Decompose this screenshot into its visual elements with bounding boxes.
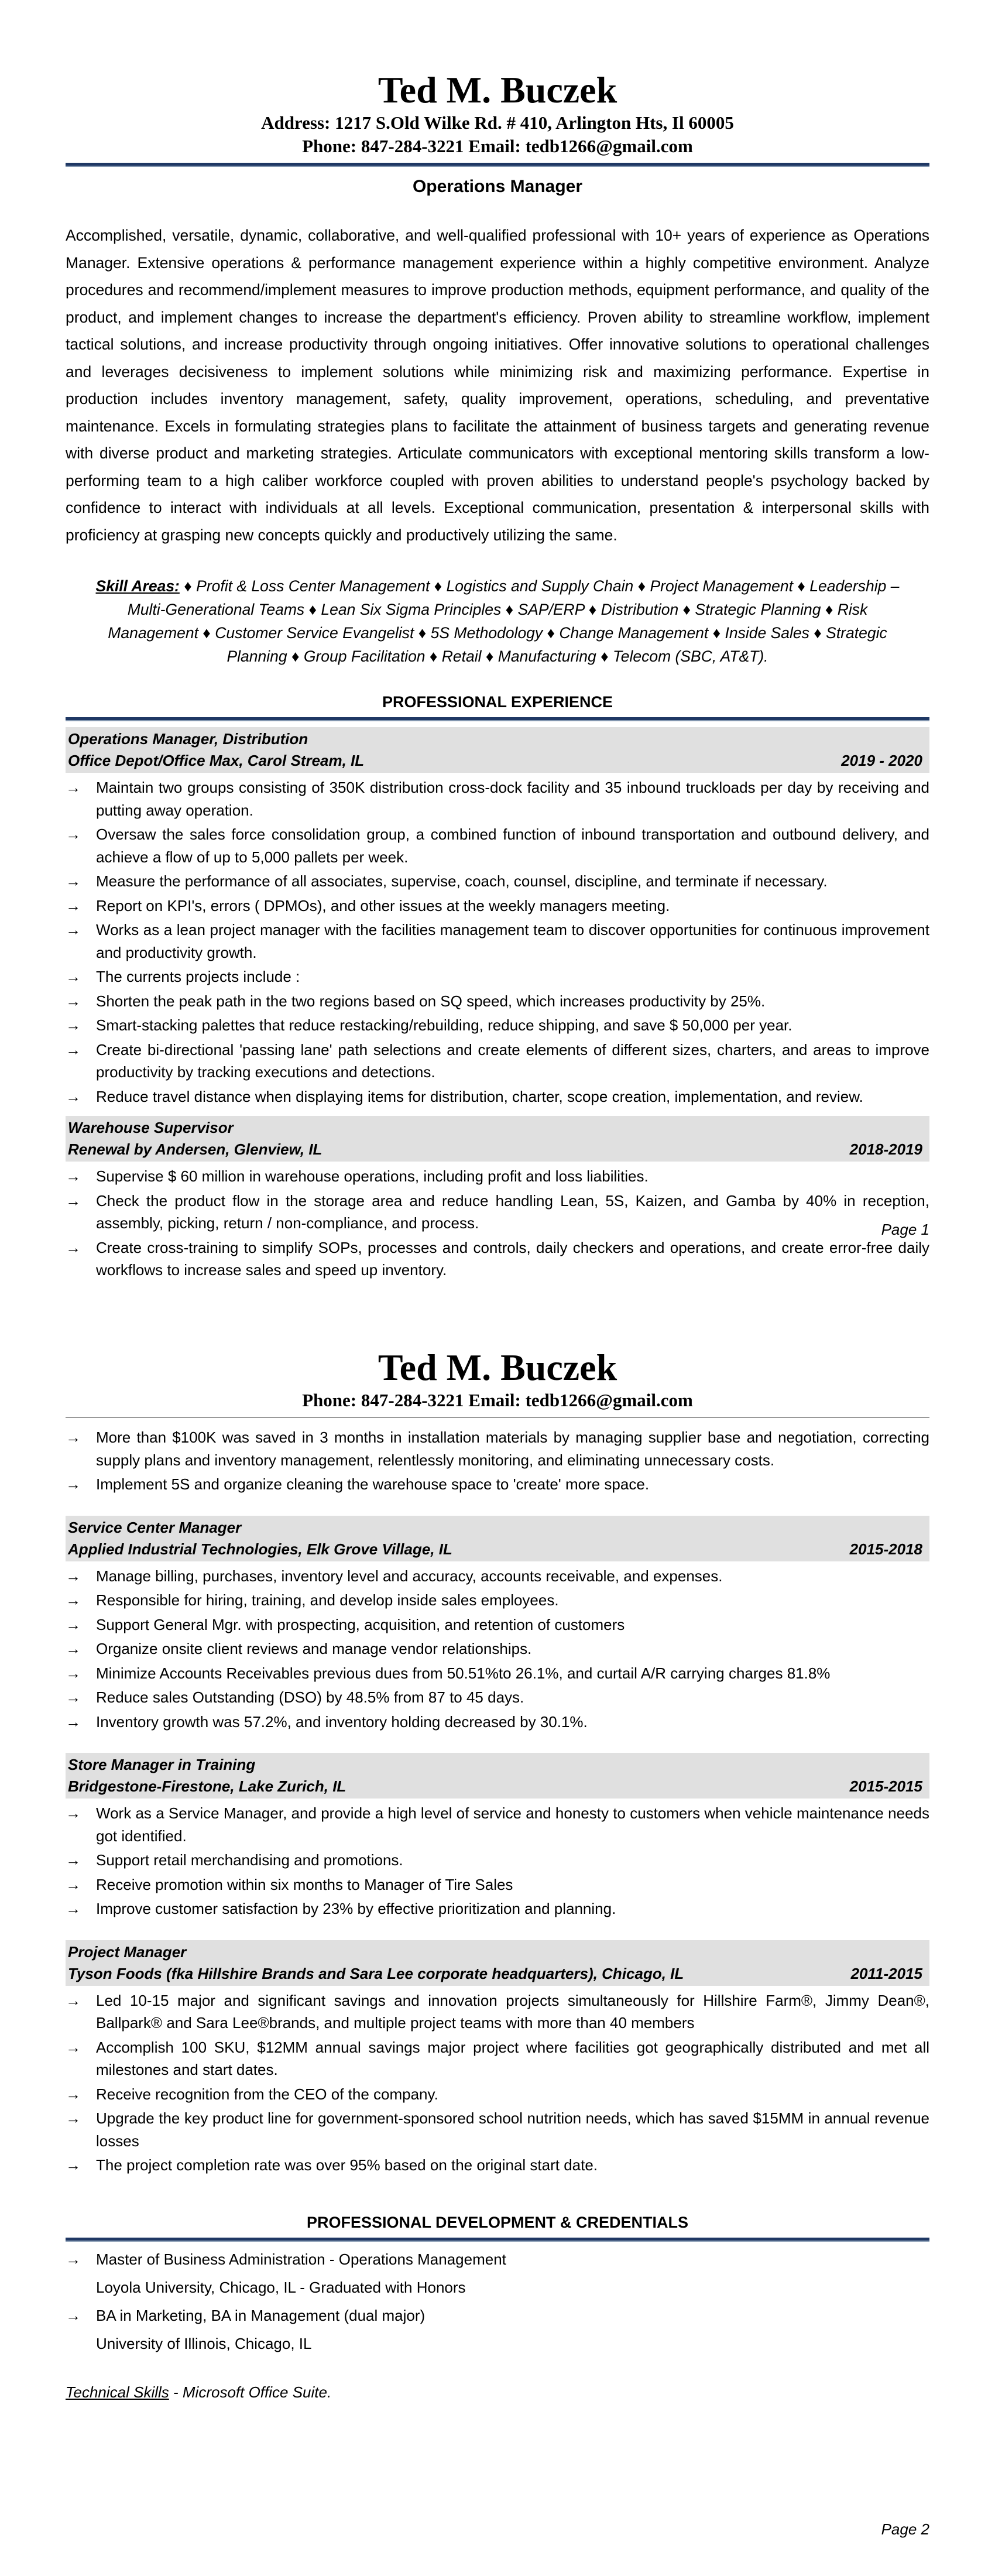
bullet-item [66, 2036, 929, 2081]
bullet-item [66, 1085, 929, 1108]
bullet-text: Work as a Service Manager, and provide a high level of service and honesty to customers when vehicle maintenance needs got identified. [96, 1804, 929, 1845]
bullet-text: Minimize Accounts Receivables previous dues from 50.51%to 26.1%, and curtail A/R carrying charges 81.8% [96, 1664, 831, 1682]
arrow-icon: → [66, 1851, 81, 1869]
arrow-icon: → [66, 2250, 81, 2268]
arrow-icon: → [66, 2306, 81, 2324]
bullet-text: Responsible for hiring, training, and develop inside sales employees. [96, 1591, 559, 1609]
arrow-icon: → [66, 1567, 81, 1585]
bullet-list [66, 1989, 929, 2177]
degree-item [66, 2248, 929, 2271]
page-number: Page 1 [881, 1221, 929, 1238]
arrow-icon: → [66, 2085, 81, 2103]
bullet-item [66, 1686, 929, 1709]
arrow-icon: → [66, 921, 81, 938]
resume-page-2 [0, 1288, 995, 2576]
job-dates: 2015-2018 [849, 1540, 922, 1558]
arrow-icon: → [66, 968, 81, 985]
arrow-icon: → [66, 1615, 81, 1633]
bullet-text: Create cross-training to simplify SOPs, processes and controls, daily checkers and operations, and create error-free daily workflows to increase sales and speed up inventory. [96, 1238, 929, 1279]
bullet-item [66, 1565, 929, 1588]
bullet-text: Check the product flow in the storage area and reduce handling Lean, 5S, Kaizen, and Gamba by 40% in reception, assembly, picking, return / non-compliance, and process. [96, 1191, 929, 1232]
divider [66, 1417, 929, 1418]
technical-skills-text: - Microsoft Office Suite. [169, 2383, 332, 2401]
bullet-text: Receive promotion within six months to Manager of Tire Sales [96, 1875, 513, 1893]
job-position: Warehouse Supervisor [68, 1119, 234, 1136]
arrow-icon: → [66, 1712, 81, 1731]
job-dates: 2015-2015 [849, 1777, 922, 1795]
job-position: Store Manager in Training [68, 1756, 256, 1773]
bullet-text: Receive recognition from the CEO of the company. [96, 2085, 438, 2103]
bullet-item [66, 1802, 929, 1847]
arrow-icon: → [66, 992, 81, 1010]
bullet-text: Manage billing, purchases, inventory level and accuracy, accounts receivable, and expenses. [96, 1567, 723, 1585]
bullet-text: Accomplish 100 SKU, $12MM annual savings major project where facilities got geographically distributed and met all milestones and start dates. [96, 2038, 929, 2078]
bullet-item [66, 823, 929, 868]
arrow-icon: → [66, 1191, 81, 1210]
bullet-item [66, 2083, 929, 2106]
bullet-text: Oversaw the sales force consolidation group, a combined function of inbound transportation and outbound delivery, and achieve a flow of up to 5,000 pallets per week. [96, 825, 929, 866]
technical-skills [66, 2383, 929, 2402]
bullet-item [66, 1236, 929, 1282]
bullet-text: Implement 5S and organize cleaning the warehouse space to 'create' more space. [96, 1475, 650, 1493]
arrow-icon: → [66, 1167, 81, 1185]
bullet-item [66, 1426, 929, 1471]
job-position: Project Manager [68, 1943, 187, 1961]
bullet-text: Measure the performance of all associates, supervise, coach, counsel, discipline, and terminate if necessary. [96, 872, 828, 890]
bullet-item [66, 990, 929, 1013]
job-company: Applied Industrial Technologies, Elk Grove Village, IL [68, 1540, 452, 1558]
bullet-item [66, 1039, 929, 1084]
arrow-icon: → [66, 1664, 81, 1682]
bullet-text: Led 10-15 major and significant savings and innovation projects simultaneously for Hillshire Farm®, Jimmy Dean®, Ballpark® and Sara Lee®brands, and multiple project teams with more than 40 members [96, 1991, 929, 2032]
bullet-item [66, 919, 929, 964]
bullet-text: Report on KPI's, errors ( DPMOs), and other issues at the weekly managers meeting. [96, 896, 670, 914]
bullet-text: The project completion rate was over 95% based on the original start date. [96, 2156, 598, 2174]
bullet-text: Works as a lean project manager with the facilities management team to discover opportunities for continuous improvement and productivity growth. [96, 921, 929, 961]
degree: Master of Business Administration - Operations Management [96, 2250, 506, 2268]
bullet-text: More than $100K was saved in 3 months in installation materials by managing supplier base and negotiation, correcting supply plans and inventory management, relentlessly monitoring, and eliminating unnecessary costs. [96, 1429, 929, 1469]
bullet-list [66, 1165, 929, 1282]
job-company: Bridgestone-Firestone, Lake Zurich, IL [68, 1777, 346, 1795]
bullet-item [66, 1614, 929, 1636]
summary: Accomplished, versatile, dynamic, collaborative, and well-qualified professional with 10+ years of experience as Operations Manager. Extensive operations & performance management experience within a highly competitive environment. Analyze procedures and recommend/implement measures to improve production methods, equipment performance, and quality of the product, and implement changes to increase the department's efficiency. Proven ability to streamline workflow, implement tactical solutions, and increase productivity through ongoing initiatives. Offer innovative solutions to operational challenges and leverages decisiveness to implement solutions while minimizing risk and maximizing performance. Expertise in production includes inventory management, safety, quality improvement, operations, scheduling, and preventative maintenance. Excels in formulating strategies plans to facilitate the attainment of business targets and generating revenue with diverse product and marketing strategies. Articulate communicators with exceptional mentoring skills transform a low-performing team to a high caliber workforce coupled with proven abilities to understand people's psychology backed by confidence to interact with individuals at all levels. Exceptional communication, presentation & interpersonal skills with proficiency at grasping new concepts quickly and productively utilizing the same. [66, 227, 929, 544]
job-title: Operations Manager [412, 177, 583, 196]
bullet-item [66, 870, 929, 893]
job-dates: 2011-2015 [850, 1964, 922, 1982]
degree: BA in Marketing, BA in Management (dual major) [96, 2306, 426, 2324]
bullet-list [66, 1802, 929, 1920]
bullet-text: Create bi-directional 'passing lane' path selections and create elements of different sizes, charters, and areas to improve productivity by tracking executions and detections. [96, 1040, 929, 1081]
arrow-icon: → [66, 1475, 81, 1493]
skill-areas-list: ♦ Profit & Loss Center Management ♦ Logistics and Supply Chain ♦ Project Management ♦ Leadership – Multi-Generational Teams ♦ Lean Six Sigma Principles ♦ SAP/ERP ♦ Distribution ♦ Strategic Planning ♦ Risk Management ♦ Customer Service Evangelist ♦ 5S Methodology ♦ Change Management ♦ Inside Sales ♦ Strategic Planning ♦ Group Facilitation ♦ Retail ♦ Manufacturing ♦ Telecom (SBC, AT&T). [108, 577, 900, 665]
bullet-text: Improve customer satisfaction by 23% by effective prioritization and planning. [96, 1900, 616, 1917]
arrow-icon: → [66, 1688, 81, 1706]
bullet-text: Maintain two groups consisting of 350K distribution cross-dock facility and 35 inbound truckloads per day by receiving and putting away operation. [96, 779, 929, 819]
arrow-icon: → [66, 779, 81, 796]
credentials-heading: PROFESSIONAL DEVELOPMENT & CREDENTIALS [306, 2213, 689, 2231]
arrow-icon: → [66, 1804, 81, 1822]
technical-skills-label: Technical Skills [66, 2383, 169, 2401]
arrow-icon: → [66, 2109, 81, 2127]
arrow-icon: → [66, 1040, 81, 1059]
bullet-text: Reduce sales Outstanding (DSO) by 48.5% from 87 to 45 days. [96, 1688, 524, 1706]
divider [66, 717, 929, 721]
job-header [66, 1753, 929, 1799]
job-position: Operations Manager, Distribution [68, 730, 308, 748]
arrow-icon: → [66, 1875, 81, 1893]
arrow-icon: → [66, 1991, 81, 2009]
bullet-item [66, 965, 929, 988]
page-number: Page 2 [881, 2520, 929, 2538]
arrow-icon: → [66, 1591, 81, 1609]
bullet-text: Organize onsite client reviews and manage vendor relationships. [96, 1640, 532, 1657]
arrow-icon: → [66, 1900, 81, 1917]
skill-areas [89, 574, 906, 668]
experience-heading: PROFESSIONAL EXPERIENCE [382, 693, 613, 711]
candidate-name: Ted M. Buczek [378, 69, 617, 111]
school: University of Illinois, Chicago, IL [96, 2334, 312, 2352]
bullet-item [66, 1849, 929, 1872]
arrow-icon: → [66, 825, 81, 843]
bullet-item [66, 2107, 929, 2152]
arrow-icon: → [66, 2156, 81, 2174]
bullet-text: The currents projects include : [96, 968, 300, 985]
bullet-item [66, 1190, 929, 1235]
bullet-list [66, 1426, 929, 1496]
job-company: Renewal by Andersen, Glenview, IL [68, 1140, 322, 1158]
bullet-text: Support retail merchandising and promotions. [96, 1851, 403, 1869]
arrow-icon: → [66, 1238, 81, 1256]
bullet-list [66, 1565, 929, 1734]
bullet-item [66, 1638, 929, 1660]
bullet-text: Shorten the peak path in the two regions based on SQ speed, which increases productivity by 25%. [96, 992, 766, 1010]
arrow-icon: → [66, 1016, 81, 1034]
bullet-item [66, 1662, 929, 1685]
bullet-text: Smart-stacking palettes that reduce restacking/rebuilding, reduce shipping, and save $ 50,000 per year. [96, 1016, 792, 1034]
job-header [66, 727, 929, 773]
degree-item [66, 2304, 929, 2327]
bullet-item [66, 1589, 929, 1612]
arrow-icon: → [66, 1429, 81, 1446]
arrow-icon: → [66, 872, 81, 890]
bullet-item [66, 2154, 929, 2177]
job-header [66, 1516, 929, 1561]
job-dates: 2019 - 2020 [841, 752, 922, 769]
job-company: Tyson Foods (fka Hillshire Brands and Sara Lee corporate headquarters), Chicago, IL [68, 1964, 684, 1982]
bullet-item [66, 1165, 929, 1188]
bullet-list [66, 776, 929, 1108]
bullet-item [66, 1873, 929, 1896]
phone-email: Phone: 847-284-3221 Email: tedb1266@gmail.com [302, 1390, 693, 1410]
job-header [66, 1116, 929, 1162]
bullet-text: Support General Mgr. with prospecting, acquisition, and retention of customers [96, 1615, 625, 1633]
bullet-item [66, 776, 929, 821]
phone-email: Phone: 847-284-3221 Email: tedb1266@gmail.com [302, 136, 693, 156]
arrow-icon: → [66, 1087, 81, 1105]
job-company: Office Depot/Office Max, Carol Stream, IL [68, 752, 365, 769]
address: Address: 1217 S.Old Wilke Rd. # 410, Arlington Hts, Il 60005 [261, 112, 734, 133]
arrow-icon: → [66, 1640, 81, 1657]
bullet-text: Reduce travel distance when displaying items for distribution, charter, scope creation, implementation, and review. [96, 1087, 863, 1105]
divider [66, 2238, 929, 2242]
job-position: Service Center Manager [68, 1518, 242, 1536]
job-header [66, 1940, 929, 1986]
job-dates: 2018-2019 [849, 1140, 922, 1158]
bullet-text: Inventory growth was 57.2%, and inventory holding decreased by 30.1%. [96, 1712, 588, 1731]
bullet-text: Supervise $ 60 million in warehouse operations, including profit and loss liabilities. [96, 1167, 649, 1185]
bullet-item [66, 895, 929, 917]
candidate-name: Ted M. Buczek [378, 1347, 617, 1388]
bullet-item [66, 1014, 929, 1037]
skill-areas-label: Skill Areas: [95, 577, 180, 595]
divider [66, 163, 929, 167]
school: Loyola University, Chicago, IL - Graduated with Honors [96, 2278, 466, 2296]
credentials-list [66, 2248, 929, 2355]
bullet-item [66, 1711, 929, 1734]
arrow-icon: → [66, 896, 81, 914]
bullet-text: Upgrade the key product line for government-sponsored school nutrition needs, which has saved $15MM in annual revenue losses [96, 2109, 929, 2150]
bullet-item [66, 1989, 929, 2034]
bullet-item [66, 1897, 929, 1920]
arrow-icon: → [66, 2038, 81, 2056]
bullet-item [66, 1473, 929, 1496]
